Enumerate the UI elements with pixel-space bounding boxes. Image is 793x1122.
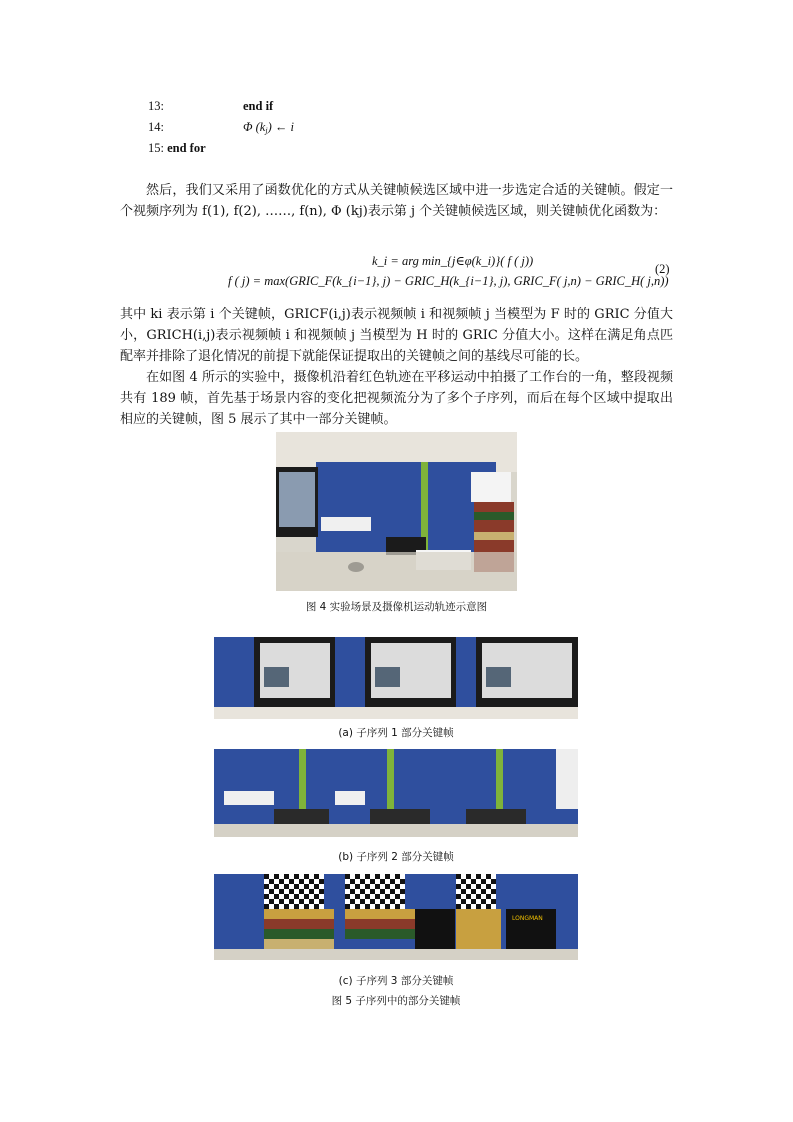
line-number: 14:: [148, 120, 164, 134]
lab-scene-illustration: [276, 432, 517, 591]
subsequence-2-frames: [214, 749, 578, 837]
algo-line-14-text: [243, 120, 294, 135]
line-number: 15:: [148, 141, 164, 155]
phi-k-sub: j: [265, 126, 268, 135]
figure-5b-photos: [214, 749, 578, 837]
figure-5a-photos: [214, 637, 578, 719]
figure-5b-caption: (b) 子序列 2 部分关键帧: [338, 851, 454, 863]
assign-i: ) ← i: [267, 120, 294, 134]
equation-line-1: k_i = arg min_{j∈φ(k_i)}( f ( j)): [372, 254, 534, 268]
paragraph-1: 然后，我们又采用了函数优化的方式从关键帧候选区域中进一步选定合适的关键帧。假定一个视频序列为 f(1), f(2), ……, f(n), Φ (kj)表示第 j 个关键帧候选区域，则关键帧优化函数为：: [120, 183, 673, 219]
subsequence-3-frames: [214, 874, 578, 960]
algo-line-15: [148, 141, 206, 156]
line-number: 13:: [148, 99, 164, 113]
algo-line-14: [148, 120, 164, 135]
paragraph-3: 在如图 4 所示的实验中，摄像机沿着红色轨迹在平移运动中拍摄了工作台的一角，整段视频共有 189 帧，首先基于场景内容的变化把视频流分为了多个子序列，而后在每个区域中提取出相应的关键帧，图 5 展示了其中一部分关键帧。: [120, 370, 673, 427]
subsequence-1-frames: [214, 637, 578, 719]
equation-number: (2): [655, 262, 670, 276]
figure-5c-photos: [214, 874, 578, 960]
figure-5c-caption: (c) 子序列 3 部分关键帧: [338, 975, 454, 987]
paragraph-2: 其中 ki 表示第 i 个关键帧，GRICF(i,j)表示视频帧 i 和视频帧 j 当模型为 F 时的 GRIC 分值大小，GRICH(i,j)表示视频帧 i 和视频帧 j 当模型为 H 时的 GRIC 分值大小。这样在满足角点匹配率并排除了退化情况的前提下就能保证提取出的关键帧之间的基线尽可能的长。: [120, 307, 673, 364]
algo-line-13-text: end if: [243, 99, 274, 113]
algo-line-13: [148, 99, 164, 114]
figure-4-photo: [276, 432, 517, 591]
book-title: LONGMAN: [512, 915, 543, 922]
equation-line-2: f ( j) = max(GRIC_F(k_{i−1}, j) − GRIC_H(k_{i−1}, j), GRIC_F( j,n) − GRIC_H( j,n)): [228, 274, 669, 288]
figure-5a-caption: (a) 子序列 1 部分关键帧: [338, 727, 454, 739]
figure-4-caption: 图 4 实验场景及摄像机运动轨迹示意图: [305, 601, 488, 613]
end-for: end for: [167, 141, 206, 155]
phi-k: Φ (k: [243, 120, 266, 134]
figure-5-caption: 图 5 子序列中的部分关键帧: [331, 995, 461, 1007]
